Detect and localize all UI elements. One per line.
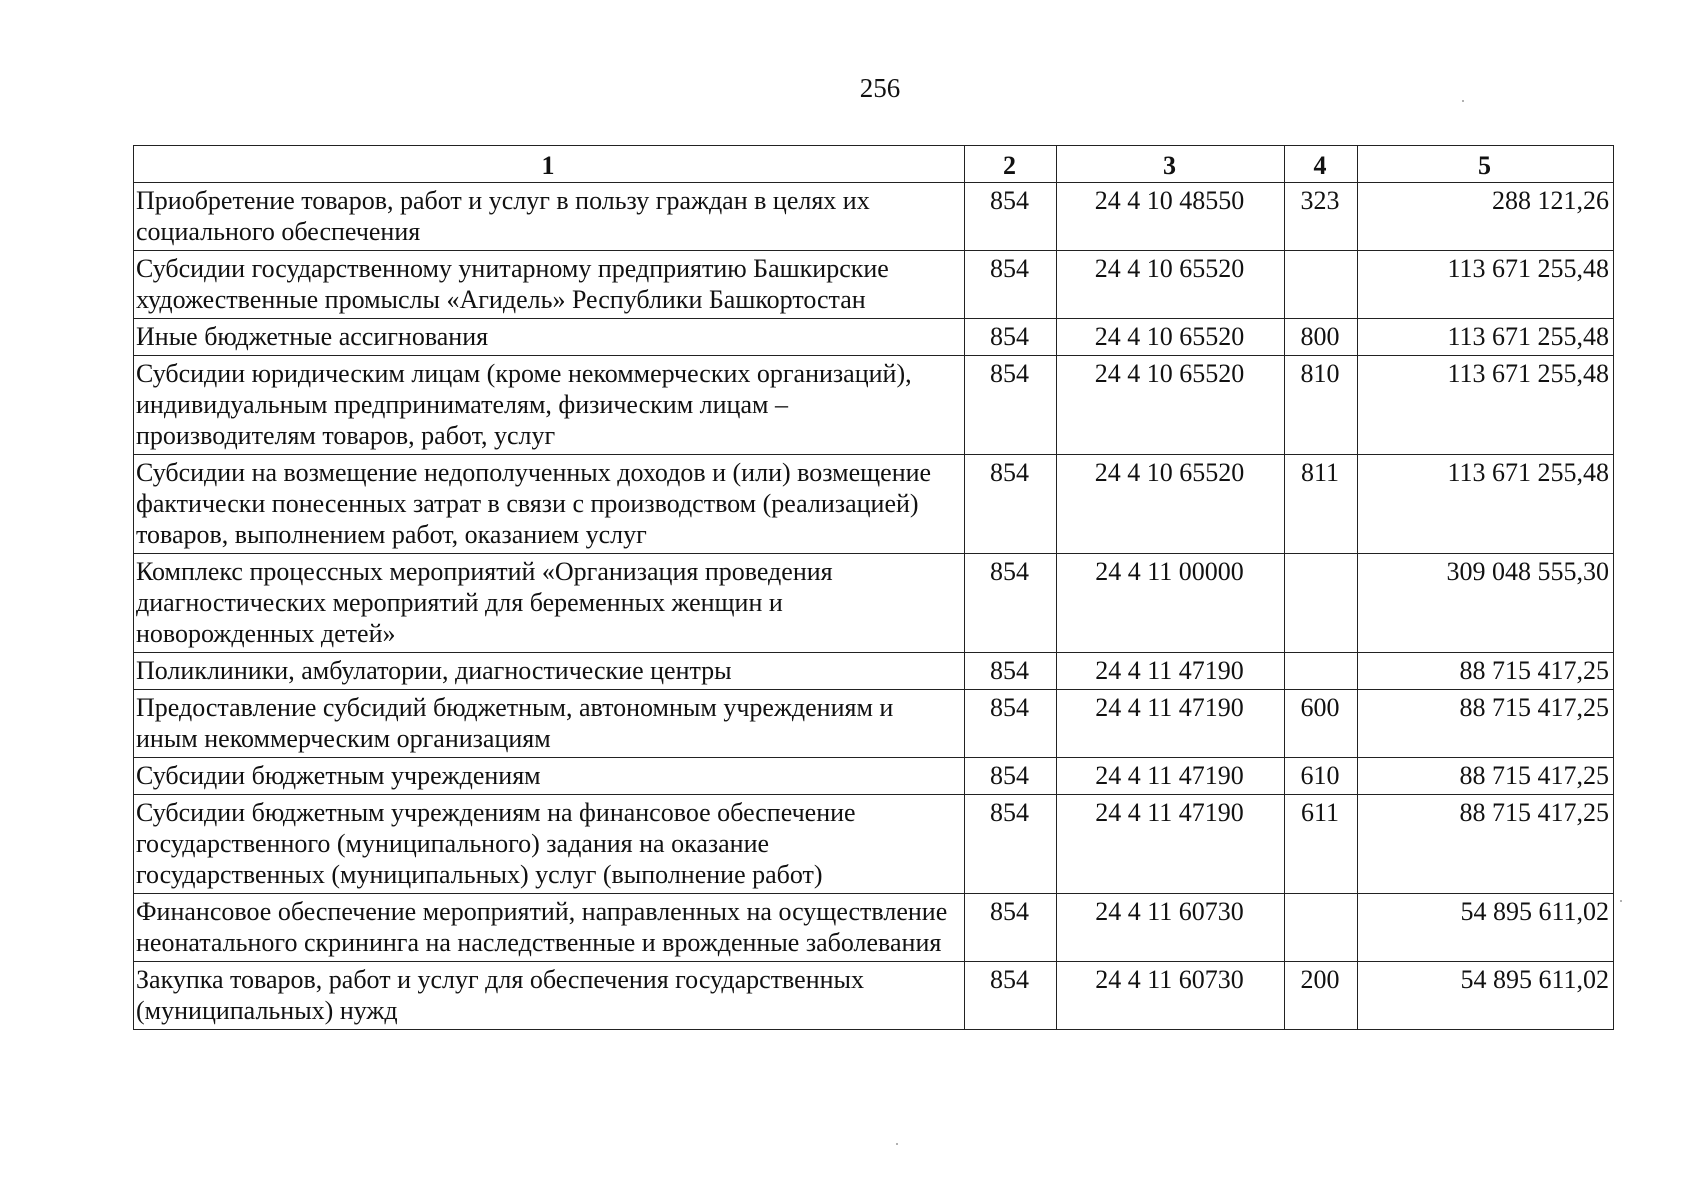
- item-target-code: 24 4 10 65520: [1057, 356, 1285, 455]
- header-col-4: 4: [1285, 146, 1358, 183]
- header-col-2: 2: [965, 146, 1057, 183]
- item-name: Финансовое обеспечение мероприятий, направленных на осуществление неонатального скрининга на наследственные и врожденные заболевания: [134, 894, 965, 962]
- item-gr-code: 854: [965, 690, 1057, 758]
- item-expense-type: 323: [1285, 183, 1358, 251]
- item-target-code: 24 4 10 65520: [1057, 319, 1285, 356]
- item-amount: 54 895 611,02: [1358, 962, 1614, 1030]
- item-amount: 88 715 417,25: [1358, 758, 1614, 795]
- item-name: Субсидии бюджетным учреждениям на финансовое обеспечение государственного (муниципального) задания на оказание государственных (муниципальных) услуг (выполнение работ): [134, 795, 965, 894]
- item-target-code: 24 4 11 47190: [1057, 758, 1285, 795]
- budget-table: [133, 145, 1614, 1030]
- item-gr-code: 854: [965, 554, 1057, 653]
- item-amount: 113 671 255,48: [1358, 356, 1614, 455]
- item-target-code: 24 4 10 48550: [1057, 183, 1285, 251]
- table-row: [134, 319, 1614, 356]
- table-row: [134, 251, 1614, 319]
- item-target-code: 24 4 11 00000: [1057, 554, 1285, 653]
- item-expense-type: [1285, 894, 1358, 962]
- page-number: 256: [859, 73, 901, 103]
- table-row: [134, 455, 1614, 554]
- scan-speck: [896, 1143, 898, 1145]
- item-expense-type: 611: [1285, 795, 1358, 894]
- header-col-3: 3: [1057, 146, 1285, 183]
- item-name: Субсидии бюджетным учреждениям: [134, 758, 965, 795]
- table-row: [134, 554, 1614, 653]
- item-expense-type: 200: [1285, 962, 1358, 1030]
- item-target-code: 24 4 11 60730: [1057, 894, 1285, 962]
- item-target-code: 24 4 10 65520: [1057, 251, 1285, 319]
- item-expense-type: 800: [1285, 319, 1358, 356]
- item-amount: 88 715 417,25: [1358, 653, 1614, 690]
- item-amount: 113 671 255,48: [1358, 319, 1614, 356]
- item-name: Комплекс процессных мероприятий «Организация проведения диагностических мероприятий для беременных женщин и новорожденных детей»: [134, 554, 965, 653]
- table-row: [134, 356, 1614, 455]
- item-amount: 88 715 417,25: [1358, 795, 1614, 894]
- scan-speck: [1462, 100, 1464, 102]
- table-row: [134, 183, 1614, 251]
- item-gr-code: 854: [965, 319, 1057, 356]
- item-expense-type: 811: [1285, 455, 1358, 554]
- table-row: [134, 690, 1614, 758]
- item-expense-type: [1285, 554, 1358, 653]
- table-row: [134, 653, 1614, 690]
- item-amount: 113 671 255,48: [1358, 455, 1614, 554]
- item-gr-code: 854: [965, 183, 1057, 251]
- item-gr-code: 854: [965, 894, 1057, 962]
- item-target-code: 24 4 11 47190: [1057, 795, 1285, 894]
- item-expense-type: [1285, 251, 1358, 319]
- item-name: Субсидии на возмещение недополученных доходов и (или) возмещение фактически понесенных затрат в связи с производством (реализацией) товаров, выполнением работ, оказанием услуг: [134, 455, 965, 554]
- table-row: [134, 962, 1614, 1030]
- item-target-code: 24 4 11 47190: [1057, 653, 1285, 690]
- item-amount: 288 121,26: [1358, 183, 1614, 251]
- item-name: Предоставление субсидий бюджетным, автономным учреждениям и иным некоммерческим организациям: [134, 690, 965, 758]
- item-amount: 54 895 611,02: [1358, 894, 1614, 962]
- header-col-1: 1: [134, 146, 965, 183]
- item-gr-code: 854: [965, 455, 1057, 554]
- item-target-code: 24 4 10 65520: [1057, 455, 1285, 554]
- item-expense-type: 610: [1285, 758, 1358, 795]
- item-name: Субсидии государственному унитарному предприятию Башкирские художественные промыслы «Агидель» Республики Башкортостан: [134, 251, 965, 319]
- table-row: [134, 795, 1614, 894]
- item-expense-type: 600: [1285, 690, 1358, 758]
- item-gr-code: 854: [965, 356, 1057, 455]
- header-col-5: 5: [1358, 146, 1614, 183]
- item-name: Субсидии юридическим лицам (кроме некоммерческих организаций), индивидуальным предпринимателям, физическим лицам – производителям товаров, работ, услуг: [134, 356, 965, 455]
- table-row: [134, 894, 1614, 962]
- item-gr-code: 854: [965, 653, 1057, 690]
- item-amount: 309 048 555,30: [1358, 554, 1614, 653]
- item-name: Приобретение товаров, работ и услуг в пользу граждан в целях их социального обеспечения: [134, 183, 965, 251]
- scan-speck: [1620, 900, 1622, 902]
- table-header: [134, 146, 1614, 183]
- item-expense-type: 810: [1285, 356, 1358, 455]
- item-amount: 88 715 417,25: [1358, 690, 1614, 758]
- item-expense-type: [1285, 653, 1358, 690]
- item-gr-code: 854: [965, 962, 1057, 1030]
- item-gr-code: 854: [965, 795, 1057, 894]
- item-gr-code: 854: [965, 251, 1057, 319]
- table-body: [134, 183, 1614, 1030]
- table-row: [134, 758, 1614, 795]
- item-name: Закупка товаров, работ и услуг для обеспечения государственных (муниципальных) нужд: [134, 962, 965, 1030]
- header-row: [134, 146, 1614, 183]
- item-amount: 113 671 255,48: [1358, 251, 1614, 319]
- item-target-code: 24 4 11 47190: [1057, 690, 1285, 758]
- item-gr-code: 854: [965, 758, 1057, 795]
- item-name: Иные бюджетные ассигнования: [134, 319, 965, 356]
- item-target-code: 24 4 11 60730: [1057, 962, 1285, 1030]
- item-name: Поликлиники, амбулатории, диагностические центры: [134, 653, 965, 690]
